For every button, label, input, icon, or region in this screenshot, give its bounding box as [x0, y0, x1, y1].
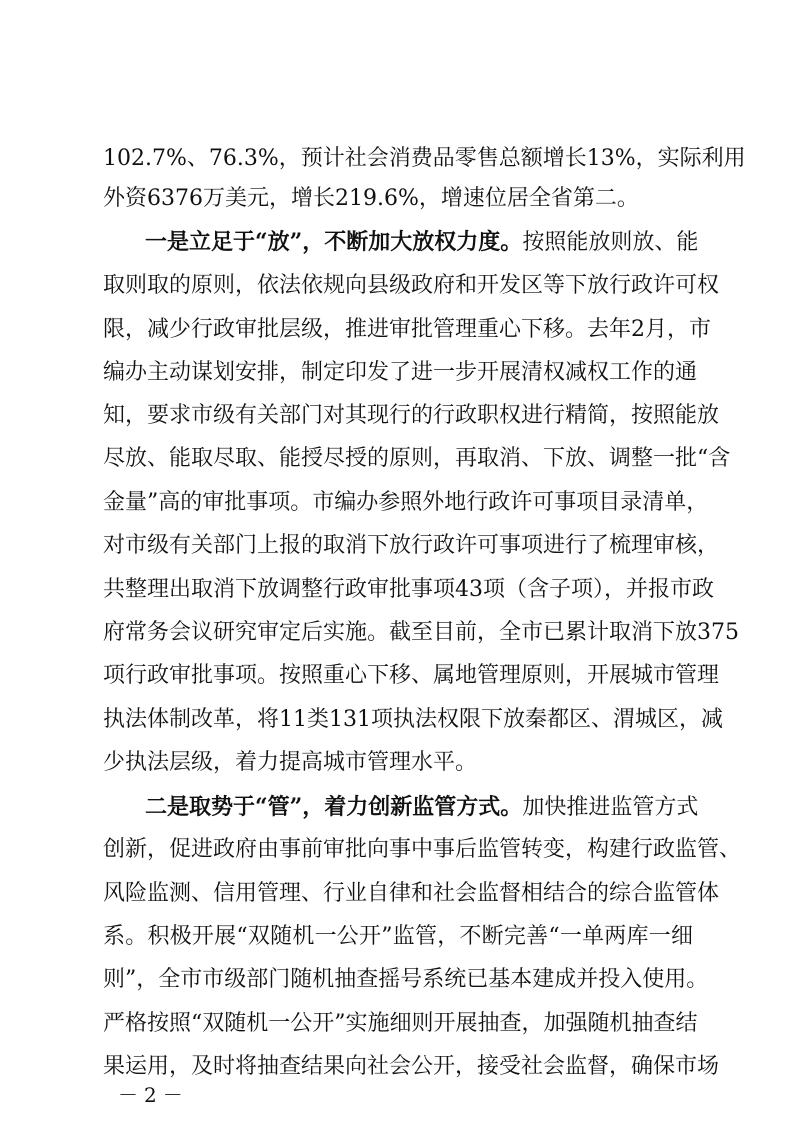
- page-number: －2－: [118, 1083, 189, 1107]
- text-line: 102.7%、76.3%，预计社会消费品零售总额增长13%，实际利用: [103, 146, 746, 171]
- text-line: 外资6376万美元，增长219.6%，增速位居全省第二。: [103, 186, 639, 211]
- text-line: 系。积极开展“双随机一公开”监管，不断完善“一单两库一细: [103, 924, 693, 949]
- text-line: 严格按照“双随机一公开”实施细则开展抽查，加强随机抽查结: [103, 1011, 698, 1036]
- text-line: 对市级有关部门上报的取消下放行政许可事项进行了梳理审核，: [103, 533, 720, 558]
- text-line: 项行政审批事项。按照重心下移、属地管理原则，开展城市管理: [103, 663, 720, 688]
- text-line: 果运用，及时将抽查结果向社会公开，接受社会监督，确保市场: [103, 1054, 720, 1079]
- paragraph-heading: 一是立足于“放”，不断加大放权力度。: [145, 229, 523, 255]
- text-line: 则”，全市市级部门随机抽查摇号系统已基本建成并投入使用。: [103, 967, 709, 992]
- paragraph-text: 按照能放则放、能: [522, 230, 699, 255]
- text-line: 共整理出取消下放调整行政审批事项43项（含子项），并报市政: [103, 577, 714, 602]
- text-line: 编办主动谋划安排，制定印发了进一步开展清权减权工作的通: [103, 360, 698, 385]
- paragraph-heading: 二是取势于“管”，着力创新监管方式。: [145, 794, 523, 820]
- paragraph-first-line: [145, 788, 699, 826]
- paragraph-first-line: [145, 223, 699, 261]
- text-line: 知，要求市级有关部门对其现行的行政职权进行精简，按照能放: [103, 403, 720, 428]
- text-line: 风险监测、信用管理、行业自律和社会监督相结合的综合监管体: [103, 881, 720, 906]
- text-line: 少执法层级，着力提高城市管理水平。: [103, 750, 478, 775]
- text-line: 金量”高的审批事项。市编办参照外地行政许可事项目录清单，: [103, 490, 709, 515]
- text-line: 执法体制改革，将11类131项执法权限下放秦都区、渭城区，减: [103, 707, 723, 732]
- text-line: 府常务会议研究审定后实施。截至目前，全市已累计取消下放375: [103, 620, 739, 645]
- text-line: 尽放、能取尽取、能授尽授的原则，再取消、下放、调整一批“含: [103, 446, 731, 471]
- text-line: 取则取的原则，依法依规向县级政府和开发区等下放行政许可权: [103, 273, 720, 298]
- text-line: 限，减少行政审批层级，推进审批管理重心下移。去年2月，市: [103, 317, 711, 342]
- text-line: 创新，促进政府由事前审批向事中事后监管转变，构建行政监管、: [103, 837, 742, 862]
- paragraph-text: 加快推进监管方式: [522, 795, 699, 820]
